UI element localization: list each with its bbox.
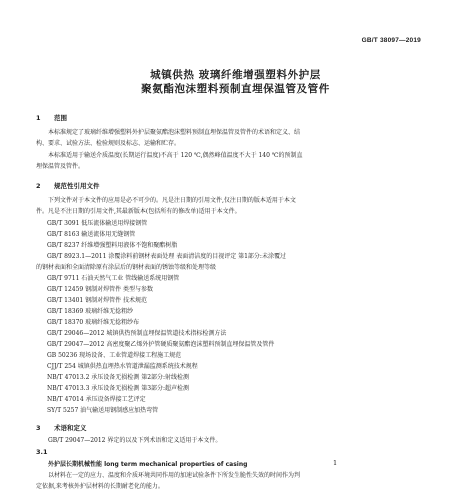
reference-item: SY/T 5257 油气输送用钢制感应加热弯管 xyxy=(47,407,159,414)
reference-item: GB/T 18370 玻璃纤维无捻粗纱布 xyxy=(47,319,140,326)
reference-item: GB/T 9711 石油天然气工业 管线输送系统用钢管 xyxy=(47,275,180,282)
definition-line: 以材料在一定的应力、温度和介质环境共同作用的加速试验条件下所发生脆性失效的时间作为判 xyxy=(48,472,301,479)
section-3-heading xyxy=(36,423,87,432)
reference-item: GB 50236 现场设备、工业管道焊接工程施工规范 xyxy=(47,352,182,359)
paragraph-line: GB/T 29047—2012 界定的以及下列术语和定义适用于本文件。 xyxy=(48,437,222,444)
section-title: 规范性引用文件 xyxy=(54,182,100,190)
reference-item: GB/T 8923.1—2011 涂覆涂料前钢材表面处理 表面清洁度的目视评定 第1部分:未涂覆过 xyxy=(47,253,286,260)
definition-line: 定依据,来考核外护层材料的长期耐老化的能力。 xyxy=(36,483,164,490)
reference-item: GB/T 29047—2012 高密度聚乙烯外护管硬质聚氨酯泡沫塑料预制直埋保温管及管件 xyxy=(47,341,275,348)
reference-item: GB/T 13401 钢制对焊管件 技术规范 xyxy=(47,297,148,304)
reference-item: CJJ/T 254 城镇供热直埋热水管道泄漏监测系统技术规程 xyxy=(47,363,198,370)
section-number: 1 xyxy=(36,114,41,122)
paragraph-line: 本标准适用于输送介质温度(长期运行温度)不高于 120 ℃,偶然峰值温度不大于 140 ℃的预制直 xyxy=(48,152,303,159)
section-1-heading xyxy=(36,113,67,122)
term-title: 外护层长期机械性能 long term mechanical properties of casing xyxy=(48,461,248,468)
paragraph-line: 下列文件对于本文件的应用是必不可少的。凡是注日期的引用文件,仅注日期的版本适用于本文 xyxy=(48,197,296,204)
term-number: 3.1 xyxy=(36,448,48,456)
reference-item: GB/T 29046—2012 城镇供热预制直埋保温管道技术指标检测方法 xyxy=(47,330,227,337)
reference-item-continued: 的钢材表面和全面清除原有涂层后的钢材表面的锈蚀等级和处理等级 xyxy=(36,264,217,271)
reference-item: NB/T 47014 承压设备焊接工艺评定 xyxy=(47,396,146,403)
title-line-2: 聚氨酯泡沫塑料预制直埋保温管及管件 xyxy=(141,83,330,95)
section-2-heading xyxy=(36,181,100,190)
paragraph-line: 埋保温管及管件。 xyxy=(36,163,85,170)
section-title: 术语和定义 xyxy=(54,424,87,432)
section-number: 2 xyxy=(36,182,41,190)
paragraph-line: 构、要求、试验方法、检验规则及标志、运输和贮存。 xyxy=(36,140,181,147)
reference-item: GB/T 18369 玻璃纤维无捻粗纱 xyxy=(47,308,134,315)
paragraph-line: 本标准规定了玻璃纤维增强塑料外护层聚氨酯泡沫塑料预制直埋保温管及管件的术语和定义、结 xyxy=(48,129,301,136)
reference-item: GB/T 8237 纤维增强塑料用液体不饱和聚酯树脂 xyxy=(47,242,178,249)
reference-item: GB/T 3091 低压流体输送用焊接钢管 xyxy=(47,220,148,227)
section-number: 3 xyxy=(36,424,41,432)
section-title: 范围 xyxy=(54,114,67,122)
reference-item: GB/T 8163 输送流体用无缝钢管 xyxy=(47,231,136,238)
standard-number: GB/T 38097—2019 xyxy=(361,37,421,44)
reference-item: NB/T 47013.3 承压设备无损检测 第3部分:超声检测 xyxy=(47,385,190,392)
reference-item: NB/T 47013.2 承压设备无损检测 第2部分:射线检测 xyxy=(47,374,190,381)
reference-item: GB/T 12459 钢制对焊管件 类型与参数 xyxy=(47,286,154,293)
page-number: 1 xyxy=(333,459,338,467)
paragraph-line: 件。凡是不注日期的引用文件,其最新版本(包括所有的修改单)适用于本文件。 xyxy=(36,208,241,215)
title-line-1: 城镇供热 玻璃纤维增强塑料外护层 xyxy=(150,69,321,81)
